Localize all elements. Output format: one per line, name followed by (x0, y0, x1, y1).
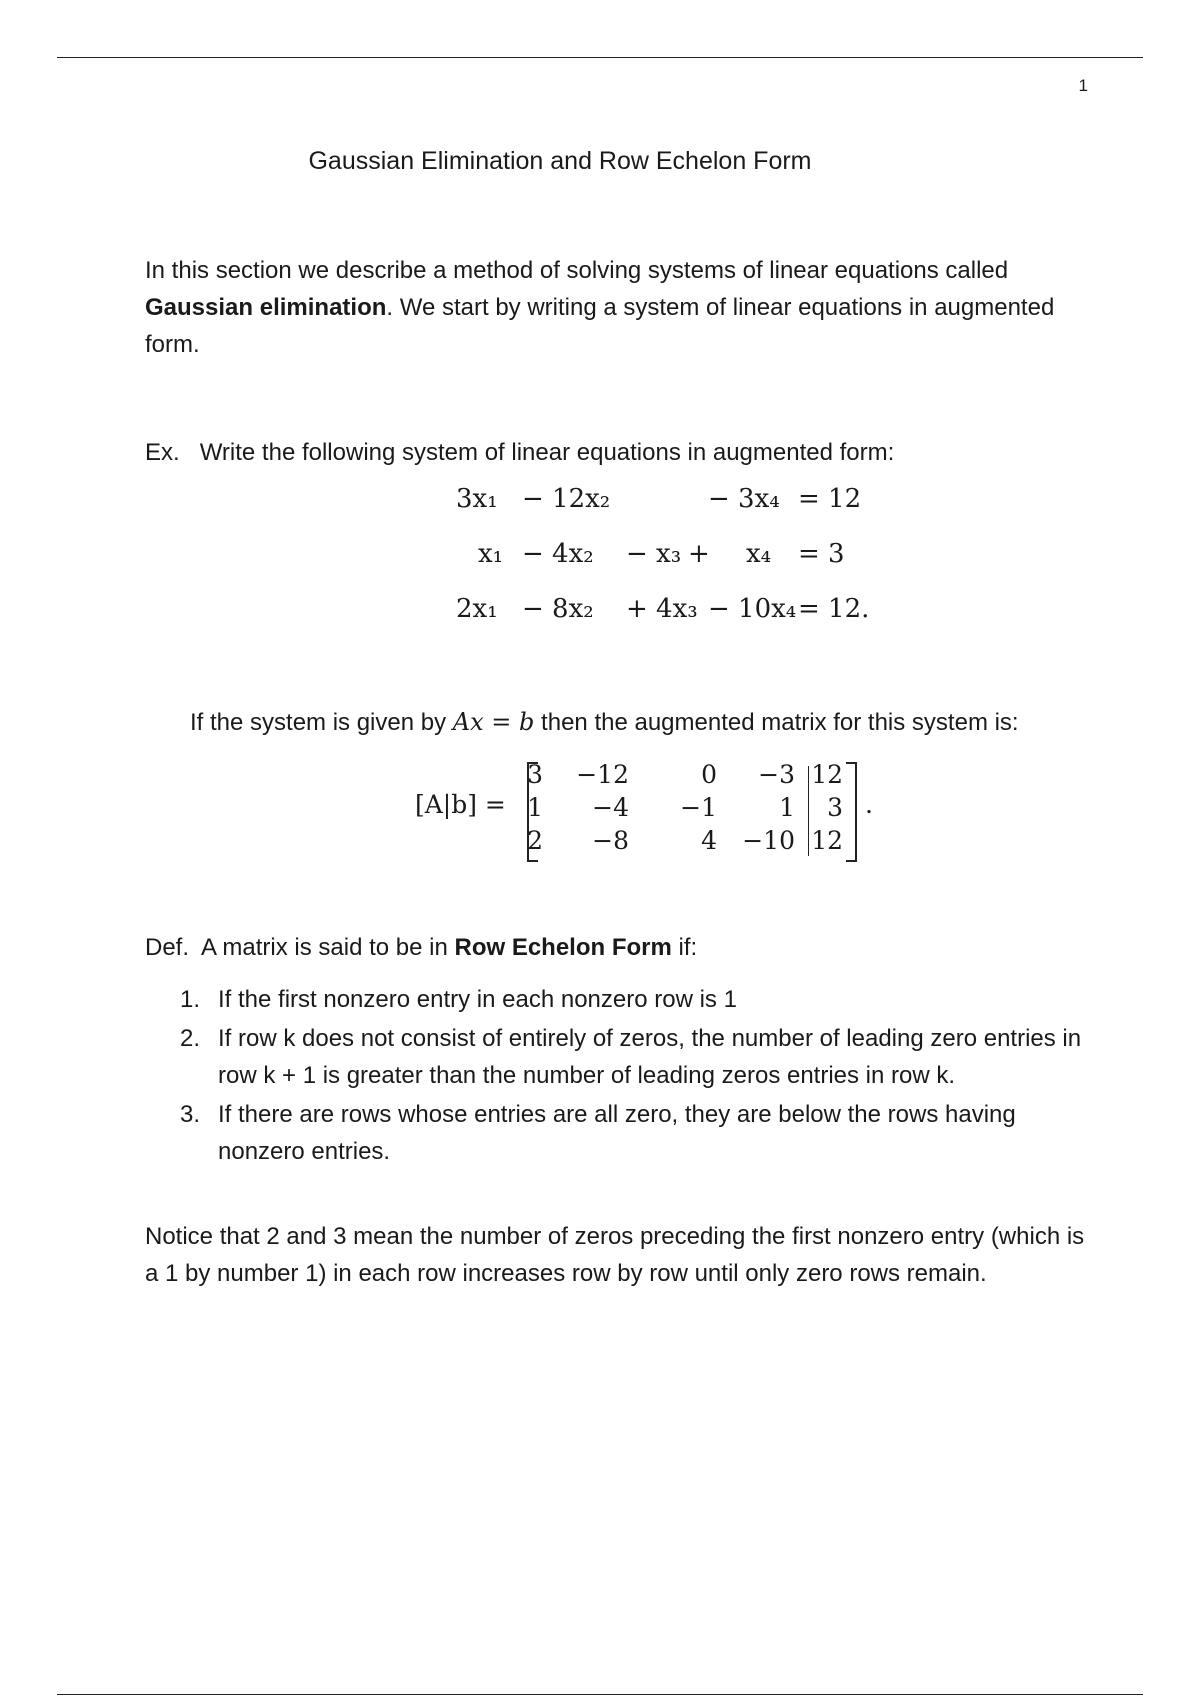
definition-bold: Row Echelon Form (454, 934, 672, 961)
eq-term: − 10x₄ (708, 594, 797, 624)
list-number: 3. (180, 1101, 201, 1128)
eq-term: − 4x₂ (522, 539, 594, 569)
matrix-lhs: [A|b] = (415, 790, 506, 819)
matrix-cell: 2 (527, 826, 543, 855)
augmented-expr: Ax = b (452, 708, 535, 736)
matrix-cell: 1 (527, 793, 543, 822)
matrix-cell: 1 (779, 793, 795, 822)
matrix-cell: 3 (827, 793, 843, 822)
eq-term: x₁ (478, 539, 504, 569)
list-item (180, 1020, 1100, 1094)
augmented-text-1: If the system is given by (190, 709, 453, 736)
matrix-cell: 12 (811, 826, 843, 855)
matrix-cell: 3 (527, 760, 543, 789)
matrix-cell: 4 (701, 826, 717, 855)
matrix-cell: −12 (576, 760, 629, 789)
list-number: 2. (180, 1025, 201, 1052)
definition-label: Def. (145, 934, 190, 961)
list-text: If the first nonzero entry in each nonzero row is 1 (218, 986, 737, 1013)
example-line (145, 434, 1085, 471)
intro-bold: Gaussian elimination (145, 294, 387, 321)
bottom-rule (57, 1694, 1143, 1695)
intro-text-2: . We start by writing a system of linear equations in augmented form. (145, 294, 1055, 358)
eq-term: x₄ (746, 539, 772, 569)
eq-rhs: = 12 (798, 484, 862, 514)
right-bracket (846, 762, 857, 862)
matrix-cell: −4 (592, 793, 629, 822)
matrix-cell: −1 (680, 793, 717, 822)
intro-paragraph (145, 252, 1085, 363)
intro-text-1: In this section we describe a method of solving systems of linear equations called (145, 257, 1009, 284)
definition-line (145, 929, 1085, 966)
matrix-cell: −8 (592, 826, 629, 855)
augmented-intro (190, 704, 1110, 741)
list-number: 1. (180, 986, 201, 1013)
definition-text-1: A matrix is said to be in (201, 934, 455, 961)
eq-term: − 8x₂ (522, 594, 594, 624)
matrix-period: . (865, 790, 873, 819)
matrix-body (527, 760, 857, 860)
eq-rhs: = 12. (798, 594, 870, 624)
example-text: Write the following system of linear equations in augmented form: (199, 439, 895, 466)
augmented-text-2: then the augmented matrix for this system is: (534, 709, 1019, 736)
list-text: If row k does not consist of entirely of zeros, the number of leading zero entries in row k + 1 is greater than the number of leading zeros entries in row k. (218, 1025, 1082, 1089)
top-rule (57, 57, 1143, 58)
eq-term: 2x₁ (456, 594, 498, 624)
eq-term: + (688, 539, 710, 569)
eq-term: − 12x₂ (522, 484, 611, 514)
eq-term: + 4x₃ (626, 594, 698, 624)
matrix-cell: −3 (758, 760, 795, 789)
example-label: Ex. (145, 439, 180, 466)
eq-term: − x₃ (626, 539, 682, 569)
eq-term: 3x₁ (456, 484, 498, 514)
page-title: Gaussian Elimination and Row Echelon Form (308, 147, 812, 175)
list-item (180, 1096, 1100, 1170)
matrix-cell: 12 (811, 760, 843, 789)
list-text: If there are rows whose entries are all zero, they are below the rows having nonzero entries. (218, 1101, 1016, 1165)
matrix-cell: −10 (742, 826, 795, 855)
eq-rhs: = 3 (798, 539, 845, 569)
list-item (180, 981, 1100, 1018)
definition-list (180, 981, 1100, 1170)
page-number: 1 (1078, 76, 1088, 95)
eq-term: − 3x₄ (708, 484, 780, 514)
definition-text-2: if: (671, 934, 698, 961)
notice-paragraph: Notice that 2 and 3 mean the number of zeros preceding the first nonzero entry (which is a 1 by number 1) in each row increases row by row until only zero rows remain. (145, 1223, 1085, 1287)
matrix-cell: 0 (701, 760, 717, 789)
